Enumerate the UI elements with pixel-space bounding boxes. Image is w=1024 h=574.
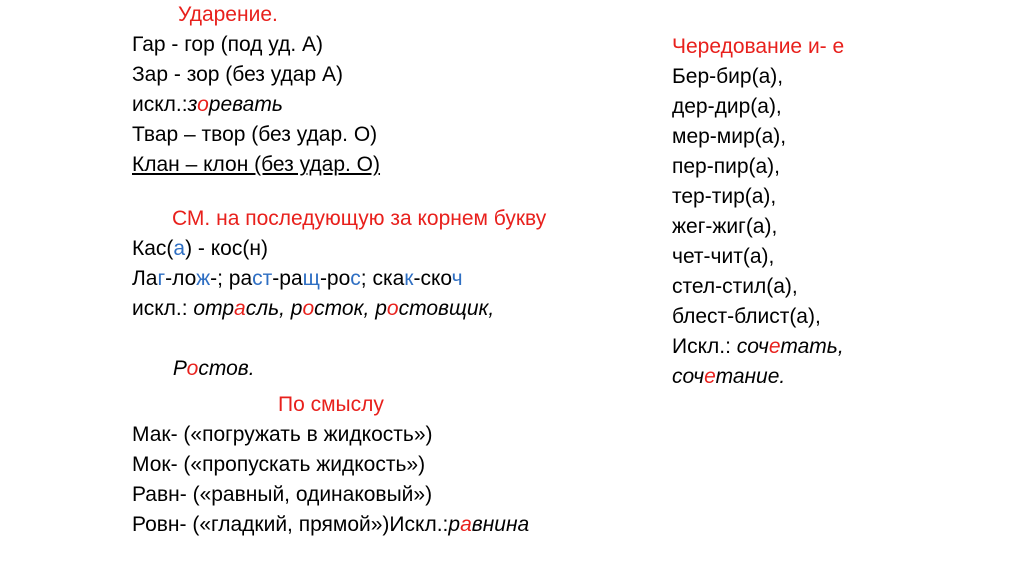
alternation-section [672, 32, 844, 392]
highlighted-vowel: о [186, 357, 199, 380]
exception-word-part: з [187, 93, 198, 116]
text-part: -; ра [210, 267, 253, 290]
exception-label: искл.: [132, 297, 194, 320]
highlighted-vowel: е [704, 365, 716, 388]
text-part: -ло [165, 267, 197, 290]
text-part: стовщик, [398, 297, 495, 320]
stress-line-4: Твар – твор (без удар. О) [132, 123, 378, 146]
text-part: соч [736, 335, 769, 358]
meaning-line-1: Мак- («погружать в жидкость») [132, 423, 433, 446]
meaning-line-3: Равн- («равный, одинаковый») [132, 483, 433, 506]
highlighted-vowel: е [768, 335, 781, 358]
stress-title: Ударение. [178, 3, 278, 26]
meaning-line-4 [132, 510, 529, 540]
highlighted-vowel: о [197, 93, 209, 116]
highlighted-letter: а [173, 237, 186, 260]
alternation-item: пер-пир(а), [672, 155, 781, 178]
text-part: -ра [272, 267, 303, 290]
highlighted-letter: г [157, 267, 166, 290]
meaning-line-2: Мок- («пропускать жидкость») [132, 453, 426, 476]
text-part: ) - кос(н) [185, 237, 268, 260]
text-part: сль, р [245, 297, 303, 320]
next-letter-line-2 [132, 264, 546, 294]
alternation-item: тер-тир(а), [672, 185, 777, 208]
text-part: сток, р [314, 297, 387, 320]
highlighted-letter: ч [451, 267, 463, 290]
exception-label: Искл.: [672, 335, 737, 358]
highlighted-letter: ст [252, 267, 273, 290]
meaning-title: По смыслу [278, 393, 384, 416]
text-part: Ла [132, 267, 158, 290]
highlighted-vowel: о [386, 297, 399, 320]
exception-word-part: ревать [208, 93, 283, 116]
highlighted-vowel: о [302, 297, 315, 320]
highlighted-vowel: а [234, 297, 246, 320]
exception-label: искл.: [132, 93, 188, 116]
highlighted-letter: с [350, 267, 361, 290]
next-letter-title: СМ. на последующую за корнем букву [172, 207, 547, 230]
text-part: отр [193, 297, 235, 320]
meaning-section [132, 390, 529, 540]
text-part: Р [167, 357, 187, 380]
alternation-exception-line-1 [672, 332, 844, 362]
alternation-item: мер-мир(а), [672, 125, 787, 148]
text-part: Кас( [132, 237, 174, 260]
text-part: тание. [715, 365, 786, 388]
alternation-exception-line-2 [672, 362, 844, 392]
text-part: внина [471, 513, 530, 536]
highlighted-letter: ж [196, 267, 211, 290]
stress-line-3 [132, 90, 380, 120]
alternation-item: жег-жиг(а), [672, 215, 778, 238]
highlighted-vowel: а [460, 513, 472, 536]
stress-line-5: Клан – клон (без удар. О) [132, 153, 381, 176]
alternation-item: чет-чит(а), [672, 245, 775, 268]
next-letter-line-1 [132, 234, 546, 264]
stress-line-1: Гар - гор (под уд. А) [132, 33, 323, 56]
next-letter-section [132, 204, 546, 414]
alternation-title: Чередование и- е [672, 35, 845, 58]
text-part: -ско [413, 267, 452, 290]
stress-line-2: Зар - зор (без удар А) [132, 63, 344, 86]
highlighted-letter: щ [302, 267, 320, 290]
next-letter-line-3 [132, 294, 546, 324]
alternation-item: стел-стил(а), [672, 275, 798, 298]
alternation-item: блест-блист(а), [672, 305, 821, 328]
text-part: ; ска [360, 267, 405, 290]
text-part: -ро [319, 267, 351, 290]
text-part: Ровн- («гладкий, прямой»)Искл.: [132, 513, 449, 536]
text-part: р [448, 513, 461, 536]
stress-section [132, 0, 380, 180]
alternation-item: Бер-бир(а), [672, 65, 784, 88]
highlighted-letter: к [404, 267, 414, 290]
text-part: стов. [198, 357, 255, 380]
alternation-item: дер-дир(а), [672, 95, 782, 118]
text-part: тать, [780, 335, 844, 358]
text-part: соч [672, 365, 705, 388]
